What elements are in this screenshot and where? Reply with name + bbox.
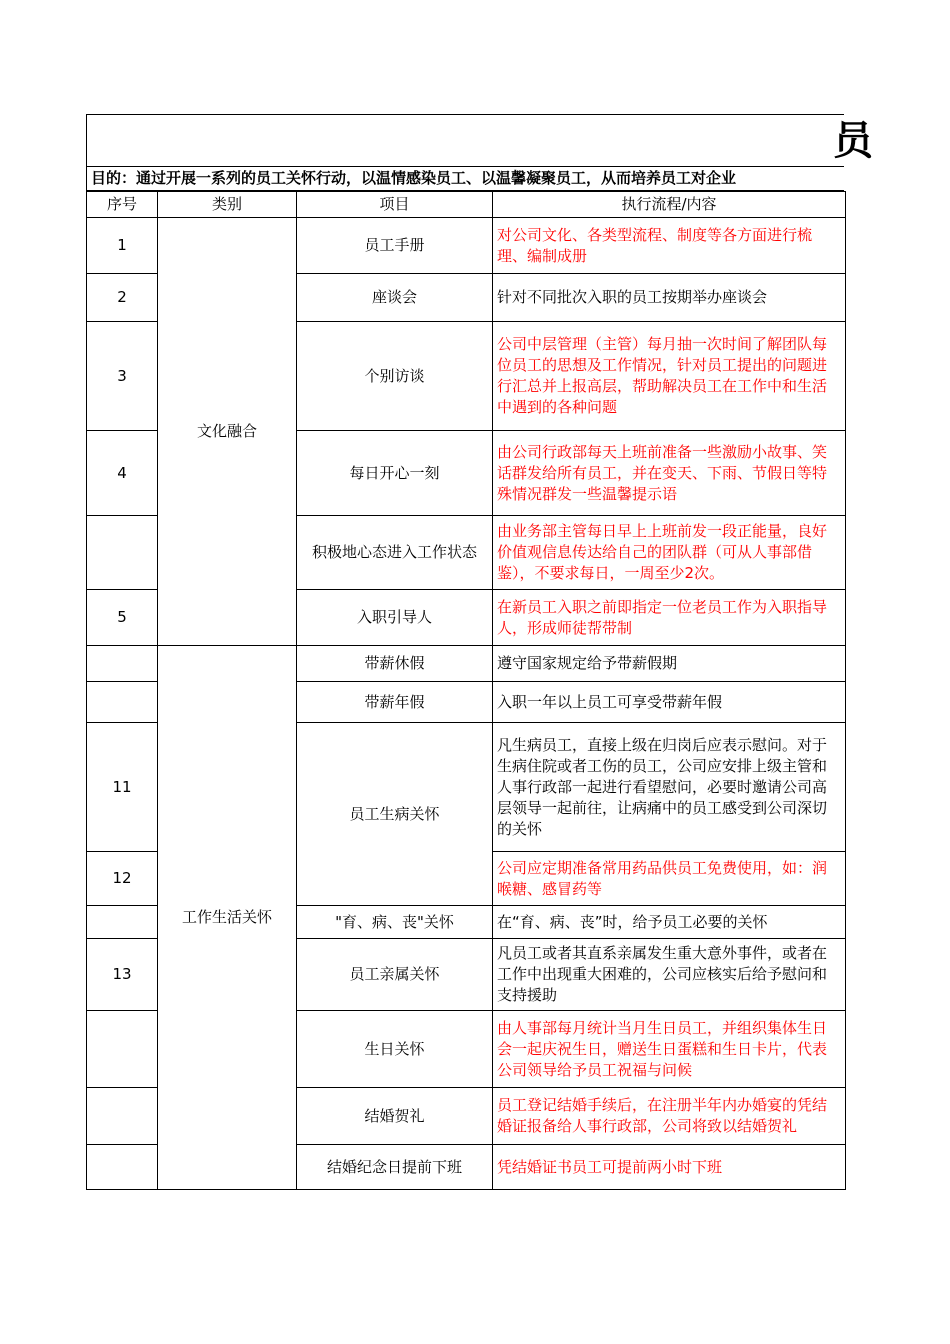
row-item: 积极地心态进入工作状态 xyxy=(297,516,493,590)
row-no xyxy=(87,516,158,590)
header-category: 类别 xyxy=(158,192,297,218)
row-content: 由公司行政部每天上班前准备一些激励小故事、笑话群发给所有员工，并在变天、下雨、节假日等特殊情况群发一些温馨提示语 xyxy=(493,431,846,516)
row-no: 5 xyxy=(87,590,158,646)
table-row xyxy=(87,646,846,682)
row-content: 入职一年以上员工可享受带薪年假 xyxy=(493,682,846,723)
row-item: 带薪休假 xyxy=(297,646,493,682)
row-no xyxy=(87,1011,158,1088)
row-item: 员工亲属关怀 xyxy=(297,939,493,1011)
row-item: 生日关怀 xyxy=(297,1011,493,1088)
row-content: 公司中层管理（主管）每月抽一次时间了解团队每位员工的思想及工作情况，针对员工提出的问题进行汇总并上报高层，帮助解决员工在工作中和生活中遇到的各种问题 xyxy=(493,322,846,431)
row-item: 结婚贺礼 xyxy=(297,1088,493,1145)
table-row xyxy=(87,218,846,274)
row-item: 座谈会 xyxy=(297,274,493,322)
row-content: 员工登记结婚手续后，在注册半年内办婚宴的凭结婚证报备给人事行政部，公司将致以结婚贺礼 xyxy=(493,1088,846,1145)
row-no: 1 xyxy=(87,218,158,274)
row-item: 每日开心一刻 xyxy=(297,431,493,516)
row-item: 员工手册 xyxy=(297,218,493,274)
row-no: 12 xyxy=(87,852,158,906)
row-no: 11 xyxy=(87,723,158,852)
category-culture: 文化融合 xyxy=(158,218,297,646)
row-content: 对公司文化、各类型流程、制度等各方面进行梳理、编制成册 xyxy=(493,218,846,274)
row-no: 3 xyxy=(87,322,158,431)
row-item: 入职引导人 xyxy=(297,590,493,646)
row-content: 在“育、病、丧”时，给予员工必要的关怀 xyxy=(493,906,846,939)
header-content: 执行流程/内容 xyxy=(493,192,846,218)
row-content: 凡生病员工，直接上级在归岗后应表示慰问。对于生病住院或者工伤的员工，公司应安排上级主管和人事行政部一起进行看望慰问，必要时邀请公司高层领导一起前往，让病痛中的员工感受到公司深切的关怀 xyxy=(493,723,846,852)
row-content: 遵守国家规定给予带薪假期 xyxy=(493,646,846,682)
row-content: 由人事部每月统计当月生日员工，并组织集体生日会一起庆祝生日，赠送生日蛋糕和生日卡片，代表公司领导给予员工祝福与问候 xyxy=(493,1011,846,1088)
row-no xyxy=(87,1145,158,1190)
title-row xyxy=(86,114,873,167)
purpose-row: 目的：通过开展一系列的员工关怀行动，以温情感染员工、以温馨凝聚员工，从而培养员工对企业 xyxy=(86,167,844,191)
care-table xyxy=(86,191,846,1190)
row-no: 2 xyxy=(87,274,158,322)
page-title: 员 xyxy=(833,118,873,164)
category-life: 工作生活关怀 xyxy=(158,646,297,1190)
row-content: 公司应定期准备常用药品供员工免费使用，如：润喉糖、感冒药等 xyxy=(493,852,846,906)
row-no xyxy=(87,682,158,723)
row-content: 凡员工或者其直系亲属发生重大意外事件，或者在工作中出现重大困难的，公司应核实后给予慰问和支持援助 xyxy=(493,939,846,1011)
row-content: 针对不同批次入职的员工按期举办座谈会 xyxy=(493,274,846,322)
row-item: 员工生病关怀 xyxy=(297,723,493,906)
row-no xyxy=(87,646,158,682)
row-no: 4 xyxy=(87,431,158,516)
row-item: 结婚纪念日提前下班 xyxy=(297,1145,493,1190)
row-no: 13 xyxy=(87,939,158,1011)
row-no xyxy=(87,906,158,939)
row-no xyxy=(87,1088,158,1145)
row-item: "育、病、丧"关怀 xyxy=(297,906,493,939)
row-content: 由业务部主管每日早上上班前发一段正能量，良好价值观信息传达给自己的团队群（可从人事部借鉴），不要求每日，一周至少2次。 xyxy=(493,516,846,590)
header-row xyxy=(87,192,846,218)
row-content: 在新员工入职之前即指定一位老员工作为入职指导人，形成师徒帮带制 xyxy=(493,590,846,646)
row-item: 带薪年假 xyxy=(297,682,493,723)
header-item: 项目 xyxy=(297,192,493,218)
header-no: 序号 xyxy=(87,192,158,218)
row-item: 个别访谈 xyxy=(297,322,493,431)
row-content: 凭结婚证书员工可提前两小时下班 xyxy=(493,1145,846,1190)
spreadsheet xyxy=(86,114,873,1188)
